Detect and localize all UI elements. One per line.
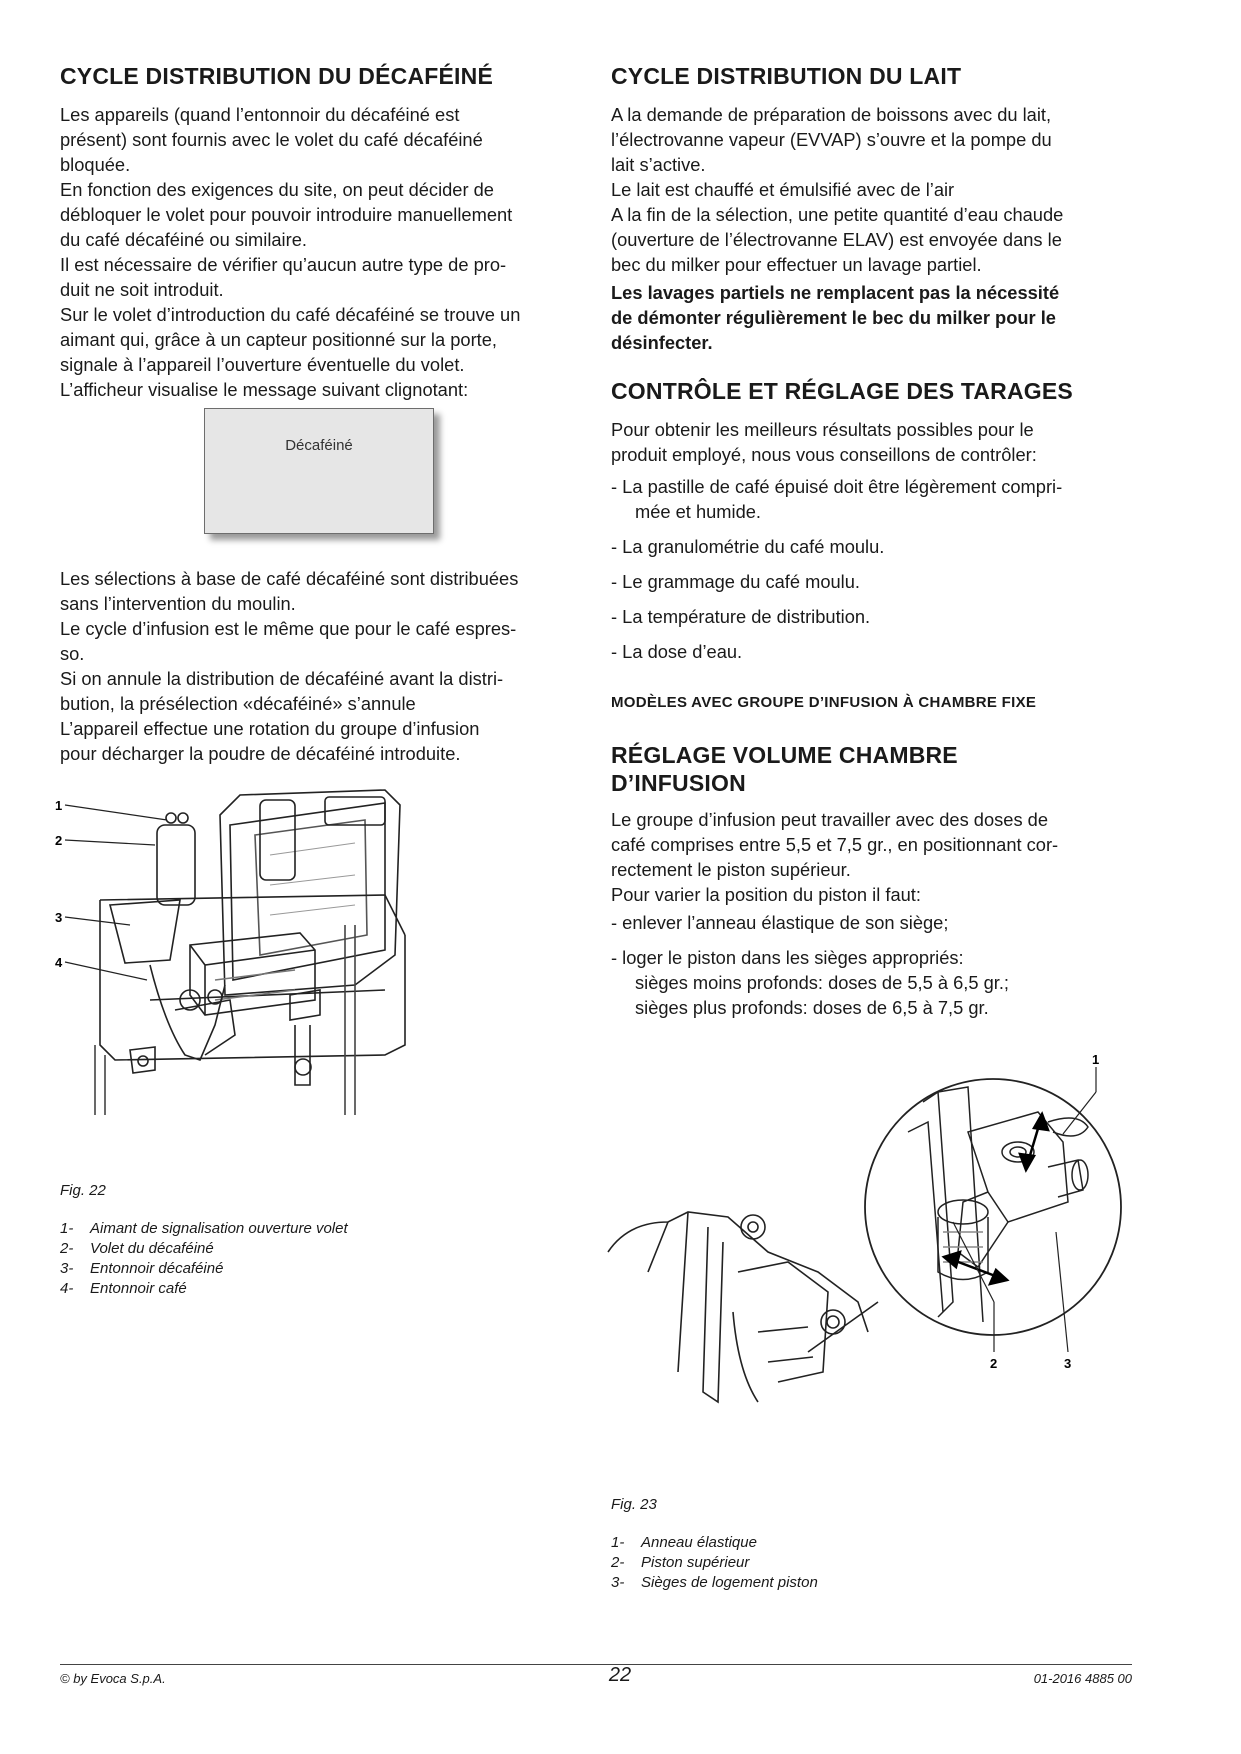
check-item: - La granulométrie du café moulu. <box>611 536 885 557</box>
step-item: - enlever l’anneau élastique de son siège; <box>611 912 949 933</box>
fig22-callout-3: 3 <box>55 910 63 925</box>
fig23-legend <box>611 1533 1111 1593</box>
page-number: 22 <box>608 1664 632 1686</box>
section-title-decaf: CYCLE DISTRIBUTION DU DÉCAFÉINÉ <box>60 63 493 89</box>
legend-item: 3- Sièges de logement piston <box>611 1574 818 1591</box>
milk-paragraph: A la demande de préparation de boissons avec du lait, l’électrovanne vapeur (EVVAP) s’ouvre et la pompe du lait s’active. Le lait est chauffé et émulsifié avec de l’air A la fin de la sélection, une petite quantité d’eau chaude (ouverture de l’électrovanne ELAV) est envoyée dans le bec du milker pour effectuer un lavage partiel. <box>611 104 1064 275</box>
legend-item: 4- Entonnoir café <box>60 1280 187 1297</box>
legend-item: 3- Entonnoir décaféiné <box>60 1260 224 1277</box>
step-item: - loger le piston dans les sièges appropriés: sièges moins profonds: doses de 5,5 à 6,5 gr.; sièges plus profonds: doses de 6,5 à 7,5 gr. <box>611 947 1009 1018</box>
fig23-caption-block <box>611 1492 1111 1593</box>
legend-item: 2- Piston supérieur <box>611 1554 750 1571</box>
check-item: - La pastille de café épuisé doit être légèrement compri- mée et humide. <box>611 476 1063 522</box>
fig22-callout-1: 1 <box>55 798 63 813</box>
decaf-paragraph-1: Les appareils (quand l’entonnoir du décaféiné est présent) sont fournis avec le volet du café décaféiné bloquée. En fonction des exigences du site, on peut décider de débloquer le volet pour pouvoir introduire manuellement du café décaféiné ou similaire. Il est nécessaire de vérifier qu’aucun autre type de pro- duit ne soit introduit. Sur le volet d’introduction du café décaféiné se trouve un aimant qui, grâce à un capteur positionné sur la porte, signale à l’appareil l’ouverture éventuelle du volet. L’afficheur visualise le message suivant clignotant: <box>60 104 521 400</box>
left-column <box>60 62 590 402</box>
fig22-callout-4: 4 <box>55 955 63 970</box>
milk-warning: Les lavages partiels ne remplacent pas la nécessité de démonter régulièrement le bec du milker pour le désinfecter. <box>611 282 1060 353</box>
decaf-paragraph-2: Les sélections à base de café décaféiné sont distribuées sans l’intervention du moulin. Le cycle d’infusion est le même que pour le café espres- so. Si on annule la distribution de décaféiné avant la distri- bution, la présélection «décaféiné» s’annule L’appareil effectue une rotation du groupe d’infusion pour décharger la poudre de décaféiné introduite. <box>60 568 519 764</box>
fig22-caption-block <box>60 1178 560 1299</box>
legend-item: 1- Anneau élastique <box>611 1534 757 1551</box>
footer-docref: 01-2016 4885 00 <box>1033 1671 1132 1686</box>
check-item: - Le grammage du café moulu. <box>611 571 860 592</box>
calibration-intro: Pour obtenir les meilleurs résultats possibles pour le produit employé, nous vous conseillons de contrôler: <box>611 419 1037 465</box>
fig22-legend <box>60 1219 560 1299</box>
check-item: - La dose d’eau. <box>611 641 743 662</box>
legend-item: 2- Volet du décaféiné <box>60 1240 214 1257</box>
fig23-callout-2: 2 <box>990 1356 998 1371</box>
fig23-callout-1: 1 <box>1092 1052 1100 1067</box>
models-subheading: MODÈLES AVEC GROUPE D’INFUSION À CHAMBRE FIXE <box>611 694 1037 711</box>
fig23-callout-3: 3 <box>1064 1356 1072 1371</box>
infusion-group-illustration <box>608 1052 1128 1472</box>
display-panel <box>204 408 434 534</box>
footer-copyright: © by Evoca S.p.A. <box>60 1671 166 1686</box>
chamber-paragraph: Le groupe d’infusion peut travailler avec des doses de café comprises entre 5,5 et 7,5 gr., en positionnant cor- rectement le piston supérieur. Pour varier la position du piston il faut: <box>611 809 1059 905</box>
check-item: - La température de distribution. <box>611 606 871 627</box>
left-column-lower <box>60 566 590 766</box>
right-column <box>611 62 1141 1020</box>
fig23-caption: Fig. 23 <box>611 1496 657 1513</box>
display-message: Décaféiné <box>285 437 353 454</box>
section-title-chamber: RÉGLAGE VOLUME CHAMBRE D’INFUSION <box>611 742 958 796</box>
fig22-caption: Fig. 22 <box>60 1182 106 1199</box>
section-title-calibration: CONTRÔLE ET RÉGLAGE DES TARAGES <box>611 378 1073 404</box>
fig22-callout-2: 2 <box>55 833 63 848</box>
machine-door-illustration <box>55 785 435 1160</box>
legend-item: 1- Aimant de signalisation ouverture volet <box>60 1220 348 1237</box>
section-title-milk: CYCLE DISTRIBUTION DU LAIT <box>611 63 962 89</box>
